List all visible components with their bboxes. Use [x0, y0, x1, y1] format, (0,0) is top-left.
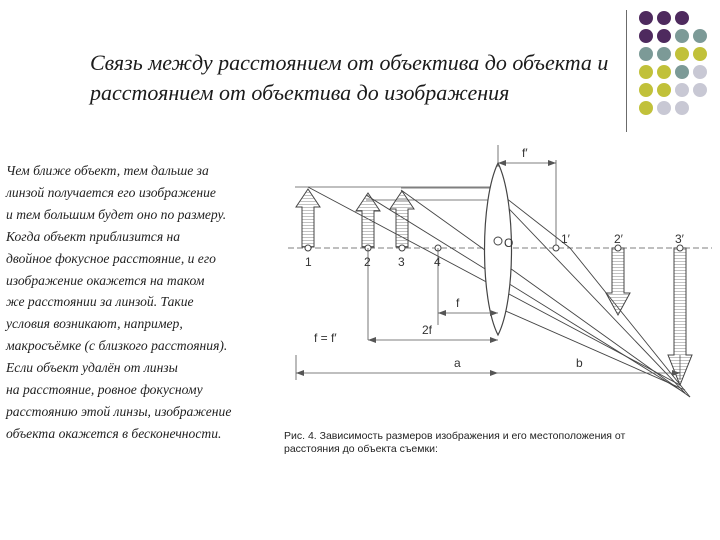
dot	[639, 11, 653, 25]
description-line: условия возникают, например,	[6, 316, 183, 332]
image-arrow-2	[606, 248, 630, 315]
dot	[657, 11, 671, 25]
slide-title-line: расстоянием от объектива до изображения	[90, 80, 510, 105]
description-line: Если объект удалён от линзы	[6, 360, 178, 376]
lens-center-label: O	[504, 236, 514, 250]
image-label-1: 1′	[561, 232, 570, 246]
focal-label: f′	[522, 146, 528, 160]
dot	[657, 101, 671, 115]
image-label-3: 3′	[675, 232, 684, 246]
arrowhead	[296, 370, 304, 376]
dot	[657, 65, 671, 79]
dot	[639, 29, 653, 43]
arrowhead	[490, 337, 498, 343]
a-label: a	[454, 356, 461, 370]
description-line: же расстоянии за линзой. Такие	[6, 294, 194, 310]
description-line: объекта окажется в бесконечности.	[6, 425, 222, 441]
caption-line: расстояния до объекта съемки:	[284, 443, 438, 455]
dot	[639, 101, 653, 115]
axis-point	[305, 245, 311, 251]
caption-line: Рис. 4. Зависимость размеров изображения и его местоположения от	[284, 430, 626, 442]
lens-diagram	[270, 135, 720, 435]
arrowhead	[490, 370, 498, 376]
description-line: макросъёмке (с близкого расстояния).	[6, 338, 228, 354]
dot	[675, 83, 689, 97]
slide-title	[90, 48, 630, 108]
f-label: f	[456, 296, 460, 310]
point-label-3: 3	[398, 255, 405, 269]
object-arrow-3	[390, 191, 414, 247]
ray	[492, 191, 685, 393]
dot	[693, 29, 707, 43]
description-line: и тем большим будет оно по размеру.	[6, 206, 227, 222]
dot	[675, 11, 689, 25]
dot	[675, 29, 689, 43]
ray	[366, 195, 685, 393]
point-label-1: 1	[305, 255, 312, 269]
description-line: двойное фокусное расстояние, и его	[6, 250, 216, 266]
point-label-2: 2	[364, 255, 371, 269]
dot	[675, 47, 689, 61]
dot	[675, 65, 689, 79]
two-f-label: 2f	[422, 323, 433, 337]
point-label-4: 4	[434, 255, 441, 269]
b-label: b	[576, 356, 583, 370]
lens-center	[494, 237, 502, 245]
dot	[639, 65, 653, 79]
description-line: Когда объект приблизится на	[6, 228, 181, 244]
dot	[657, 83, 671, 97]
ray	[492, 305, 685, 390]
dot	[693, 47, 707, 61]
slide-title-line: Связь между расстоянием от объектива до объекта и	[90, 50, 609, 75]
dot	[639, 47, 653, 61]
decorative-dot-grid	[636, 8, 720, 138]
description-text	[6, 160, 274, 445]
dot	[693, 83, 707, 97]
dot	[675, 101, 689, 115]
dot	[657, 29, 671, 43]
axis-point	[399, 245, 405, 251]
axis-point	[553, 245, 559, 251]
dot	[639, 83, 653, 97]
dot	[693, 65, 707, 79]
description-line: изображение окажется на таком	[6, 272, 205, 288]
description-line: Чем ближе объект, тем дальше за	[6, 163, 209, 178]
figure-caption	[284, 430, 714, 456]
image-label-2: 2′	[614, 232, 623, 246]
description-line: расстоянию этой линзы, изображение	[6, 403, 232, 419]
dot	[657, 47, 671, 61]
description-line: линзой получается его изображение	[6, 184, 216, 200]
arrowhead	[548, 160, 556, 166]
arrowhead	[368, 337, 376, 343]
object-arrow-1	[296, 189, 320, 247]
equality-label: f = f′	[314, 331, 337, 345]
arrowhead	[438, 310, 446, 316]
ray	[401, 190, 690, 397]
description-line: на расстояние, ровное фокусному	[6, 382, 203, 398]
